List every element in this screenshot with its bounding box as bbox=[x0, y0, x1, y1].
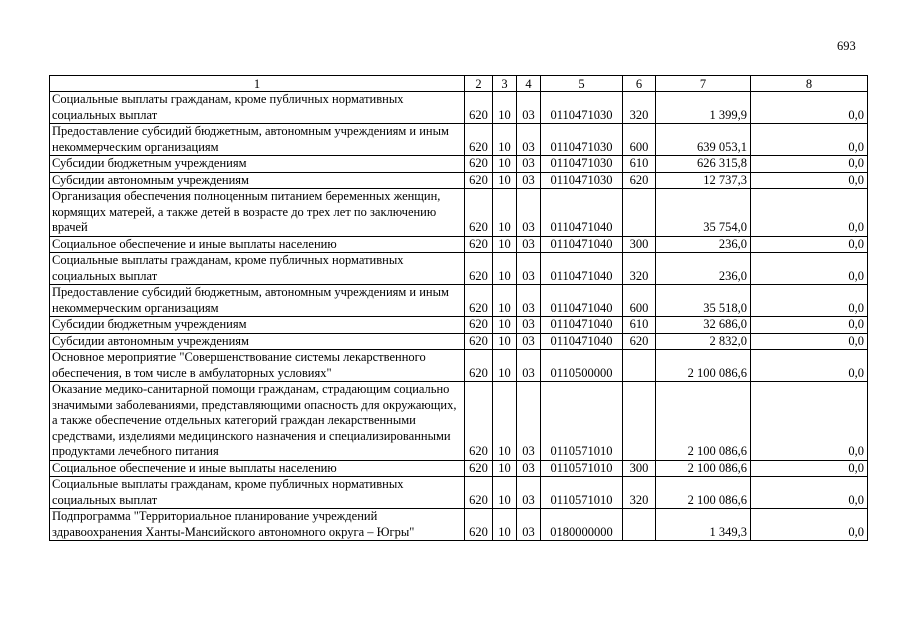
amount-2-cell: 0,0 bbox=[751, 350, 868, 382]
column-header: 4 bbox=[517, 76, 541, 92]
amount-cell: 236,0 bbox=[656, 253, 751, 285]
expense-type-cell bbox=[623, 382, 656, 461]
ministry-code-cell: 620 bbox=[465, 460, 493, 477]
table-row bbox=[50, 509, 868, 541]
subsection-code-cell: 03 bbox=[517, 333, 541, 350]
row-name-cell: Субсидии автономным учреждениям bbox=[50, 172, 465, 189]
subsection-code-cell: 03 bbox=[517, 317, 541, 334]
target-article-cell: 0110571010 bbox=[541, 460, 623, 477]
section-code-cell: 10 bbox=[493, 189, 517, 237]
table-row bbox=[50, 382, 868, 461]
expense-type-cell bbox=[623, 350, 656, 382]
table-row bbox=[50, 189, 868, 237]
table-row bbox=[50, 236, 868, 253]
subsection-code-cell: 03 bbox=[517, 382, 541, 461]
target-article-cell: 0180000000 bbox=[541, 509, 623, 541]
table-row bbox=[50, 124, 868, 156]
row-name-cell: Основное мероприятие "Совершенствование системы лекарственного обеспечения, в том числе в амбулаторных условиях" bbox=[50, 350, 465, 382]
target-article-cell: 0110471030 bbox=[541, 172, 623, 189]
section-code-cell: 10 bbox=[493, 92, 517, 124]
row-name-cell: Организация обеспечения полноценным питанием беременных женщин, кормящих матерей, а также детей в возрасте до трех лет по заключению врачей bbox=[50, 189, 465, 237]
ministry-code-cell: 620 bbox=[465, 156, 493, 173]
ministry-code-cell: 620 bbox=[465, 350, 493, 382]
target-article-cell: 0110571010 bbox=[541, 477, 623, 509]
table-row bbox=[50, 253, 868, 285]
section-code-cell: 10 bbox=[493, 253, 517, 285]
row-name-cell: Социальные выплаты гражданам, кроме публичных нормативных социальных выплат bbox=[50, 477, 465, 509]
expense-type-cell: 300 bbox=[623, 460, 656, 477]
subsection-code-cell: 03 bbox=[517, 460, 541, 477]
section-code-cell: 10 bbox=[493, 236, 517, 253]
ministry-code-cell: 620 bbox=[465, 477, 493, 509]
table-row bbox=[50, 156, 868, 173]
amount-cell: 1 349,3 bbox=[656, 509, 751, 541]
target-article-cell: 0110471040 bbox=[541, 236, 623, 253]
expense-type-cell: 320 bbox=[623, 253, 656, 285]
section-code-cell: 10 bbox=[493, 124, 517, 156]
table-row bbox=[50, 460, 868, 477]
row-name-cell: Предоставление субсидий бюджетным, автономным учреждениям и иным некоммерческим организациям bbox=[50, 285, 465, 317]
expense-type-cell: 320 bbox=[623, 92, 656, 124]
amount-cell: 32 686,0 bbox=[656, 317, 751, 334]
row-name-cell: Социальные выплаты гражданам, кроме публичных нормативных социальных выплат bbox=[50, 92, 465, 124]
subsection-code-cell: 03 bbox=[517, 236, 541, 253]
section-code-cell: 10 bbox=[493, 477, 517, 509]
section-code-cell: 10 bbox=[493, 285, 517, 317]
section-code-cell: 10 bbox=[493, 156, 517, 173]
amount-2-cell: 0,0 bbox=[751, 189, 868, 237]
section-code-cell: 10 bbox=[493, 172, 517, 189]
ministry-code-cell: 620 bbox=[465, 317, 493, 334]
row-name-cell: Социальное обеспечение и иные выплаты населению bbox=[50, 460, 465, 477]
subsection-code-cell: 03 bbox=[517, 477, 541, 509]
ministry-code-cell: 620 bbox=[465, 172, 493, 189]
amount-cell: 639 053,1 bbox=[656, 124, 751, 156]
amount-2-cell: 0,0 bbox=[751, 460, 868, 477]
table-row bbox=[50, 92, 868, 124]
column-header: 8 bbox=[751, 76, 868, 92]
amount-2-cell: 0,0 bbox=[751, 509, 868, 541]
column-header: 5 bbox=[541, 76, 623, 92]
target-article-cell: 0110471040 bbox=[541, 317, 623, 334]
target-article-cell: 0110571010 bbox=[541, 382, 623, 461]
row-name-cell: Предоставление субсидий бюджетным, автономным учреждениям и иным некоммерческим организациям bbox=[50, 124, 465, 156]
row-name-cell: Субсидии бюджетным учреждениям bbox=[50, 317, 465, 334]
row-name-cell: Субсидии бюджетным учреждениям bbox=[50, 156, 465, 173]
subsection-code-cell: 03 bbox=[517, 189, 541, 237]
target-article-cell: 0110471040 bbox=[541, 253, 623, 285]
ministry-code-cell: 620 bbox=[465, 285, 493, 317]
table-row bbox=[50, 285, 868, 317]
amount-cell: 35 754,0 bbox=[656, 189, 751, 237]
subsection-code-cell: 03 bbox=[517, 285, 541, 317]
table-header-row bbox=[50, 76, 868, 92]
amount-cell: 626 315,8 bbox=[656, 156, 751, 173]
table-row bbox=[50, 317, 868, 334]
target-article-cell: 0110471040 bbox=[541, 189, 623, 237]
amount-2-cell: 0,0 bbox=[751, 253, 868, 285]
ministry-code-cell: 620 bbox=[465, 189, 493, 237]
budget-table bbox=[49, 75, 868, 541]
section-code-cell: 10 bbox=[493, 509, 517, 541]
subsection-code-cell: 03 bbox=[517, 172, 541, 189]
target-article-cell: 0110471040 bbox=[541, 333, 623, 350]
amount-cell: 2 100 086,6 bbox=[656, 460, 751, 477]
budget-table-body bbox=[50, 92, 868, 541]
target-article-cell: 0110500000 bbox=[541, 350, 623, 382]
expense-type-cell bbox=[623, 189, 656, 237]
amount-cell: 236,0 bbox=[656, 236, 751, 253]
ministry-code-cell: 620 bbox=[465, 236, 493, 253]
expense-type-cell: 620 bbox=[623, 333, 656, 350]
column-header: 7 bbox=[656, 76, 751, 92]
expense-type-cell: 300 bbox=[623, 236, 656, 253]
column-header: 2 bbox=[465, 76, 493, 92]
section-code-cell: 10 bbox=[493, 350, 517, 382]
amount-2-cell: 0,0 bbox=[751, 172, 868, 189]
column-header: 3 bbox=[493, 76, 517, 92]
target-article-cell: 0110471030 bbox=[541, 124, 623, 156]
amount-2-cell: 0,0 bbox=[751, 317, 868, 334]
row-name-cell: Оказание медико-санитарной помощи гражданам, страдающим социально значимыми заболеваниями, представляющими опасность для окружающих, а также обеспечение отдельных категорий граждан лекарственными средствами, изделиями медицинского назначения и специализированными продуктами лечебного питания bbox=[50, 382, 465, 461]
ministry-code-cell: 620 bbox=[465, 333, 493, 350]
target-article-cell: 0110471030 bbox=[541, 92, 623, 124]
section-code-cell: 10 bbox=[493, 382, 517, 461]
row-name-cell: Субсидии автономным учреждениям bbox=[50, 333, 465, 350]
subsection-code-cell: 03 bbox=[517, 509, 541, 541]
ministry-code-cell: 620 bbox=[465, 253, 493, 285]
amount-2-cell: 0,0 bbox=[751, 92, 868, 124]
amount-cell: 2 832,0 bbox=[656, 333, 751, 350]
subsection-code-cell: 03 bbox=[517, 253, 541, 285]
amount-2-cell: 0,0 bbox=[751, 477, 868, 509]
subsection-code-cell: 03 bbox=[517, 350, 541, 382]
ministry-code-cell: 620 bbox=[465, 92, 493, 124]
expense-type-cell bbox=[623, 509, 656, 541]
amount-cell: 2 100 086,6 bbox=[656, 382, 751, 461]
section-code-cell: 10 bbox=[493, 460, 517, 477]
subsection-code-cell: 03 bbox=[517, 124, 541, 156]
amount-cell: 2 100 086,6 bbox=[656, 350, 751, 382]
expense-type-cell: 610 bbox=[623, 317, 656, 334]
subsection-code-cell: 03 bbox=[517, 92, 541, 124]
amount-2-cell: 0,0 bbox=[751, 156, 868, 173]
amount-2-cell: 0,0 bbox=[751, 382, 868, 461]
expense-type-cell: 620 bbox=[623, 172, 656, 189]
expense-type-cell: 610 bbox=[623, 156, 656, 173]
column-header: 1 bbox=[50, 76, 465, 92]
table-row bbox=[50, 172, 868, 189]
row-name-cell: Социальное обеспечение и иные выплаты населению bbox=[50, 236, 465, 253]
amount-cell: 12 737,3 bbox=[656, 172, 751, 189]
expense-type-cell: 600 bbox=[623, 285, 656, 317]
ministry-code-cell: 620 bbox=[465, 382, 493, 461]
amount-2-cell: 0,0 bbox=[751, 285, 868, 317]
amount-cell: 1 399,9 bbox=[656, 92, 751, 124]
row-name-cell: Социальные выплаты гражданам, кроме публичных нормативных социальных выплат bbox=[50, 253, 465, 285]
amount-2-cell: 0,0 bbox=[751, 333, 868, 350]
amount-2-cell: 0,0 bbox=[751, 236, 868, 253]
expense-type-cell: 320 bbox=[623, 477, 656, 509]
expense-type-cell: 600 bbox=[623, 124, 656, 156]
section-code-cell: 10 bbox=[493, 317, 517, 334]
subsection-code-cell: 03 bbox=[517, 156, 541, 173]
table-row bbox=[50, 477, 868, 509]
table-row bbox=[50, 350, 868, 382]
amount-cell: 2 100 086,6 bbox=[656, 477, 751, 509]
amount-2-cell: 0,0 bbox=[751, 124, 868, 156]
target-article-cell: 0110471030 bbox=[541, 156, 623, 173]
page-number: 693 bbox=[837, 39, 856, 53]
amount-cell: 35 518,0 bbox=[656, 285, 751, 317]
column-header: 6 bbox=[623, 76, 656, 92]
target-article-cell: 0110471040 bbox=[541, 285, 623, 317]
table-row bbox=[50, 333, 868, 350]
ministry-code-cell: 620 bbox=[465, 124, 493, 156]
section-code-cell: 10 bbox=[493, 333, 517, 350]
ministry-code-cell: 620 bbox=[465, 509, 493, 541]
row-name-cell: Подпрограмма "Территориальное планирование учреждений здравоохранения Ханты-Мансийского автономного округа – Югры" bbox=[50, 509, 465, 541]
